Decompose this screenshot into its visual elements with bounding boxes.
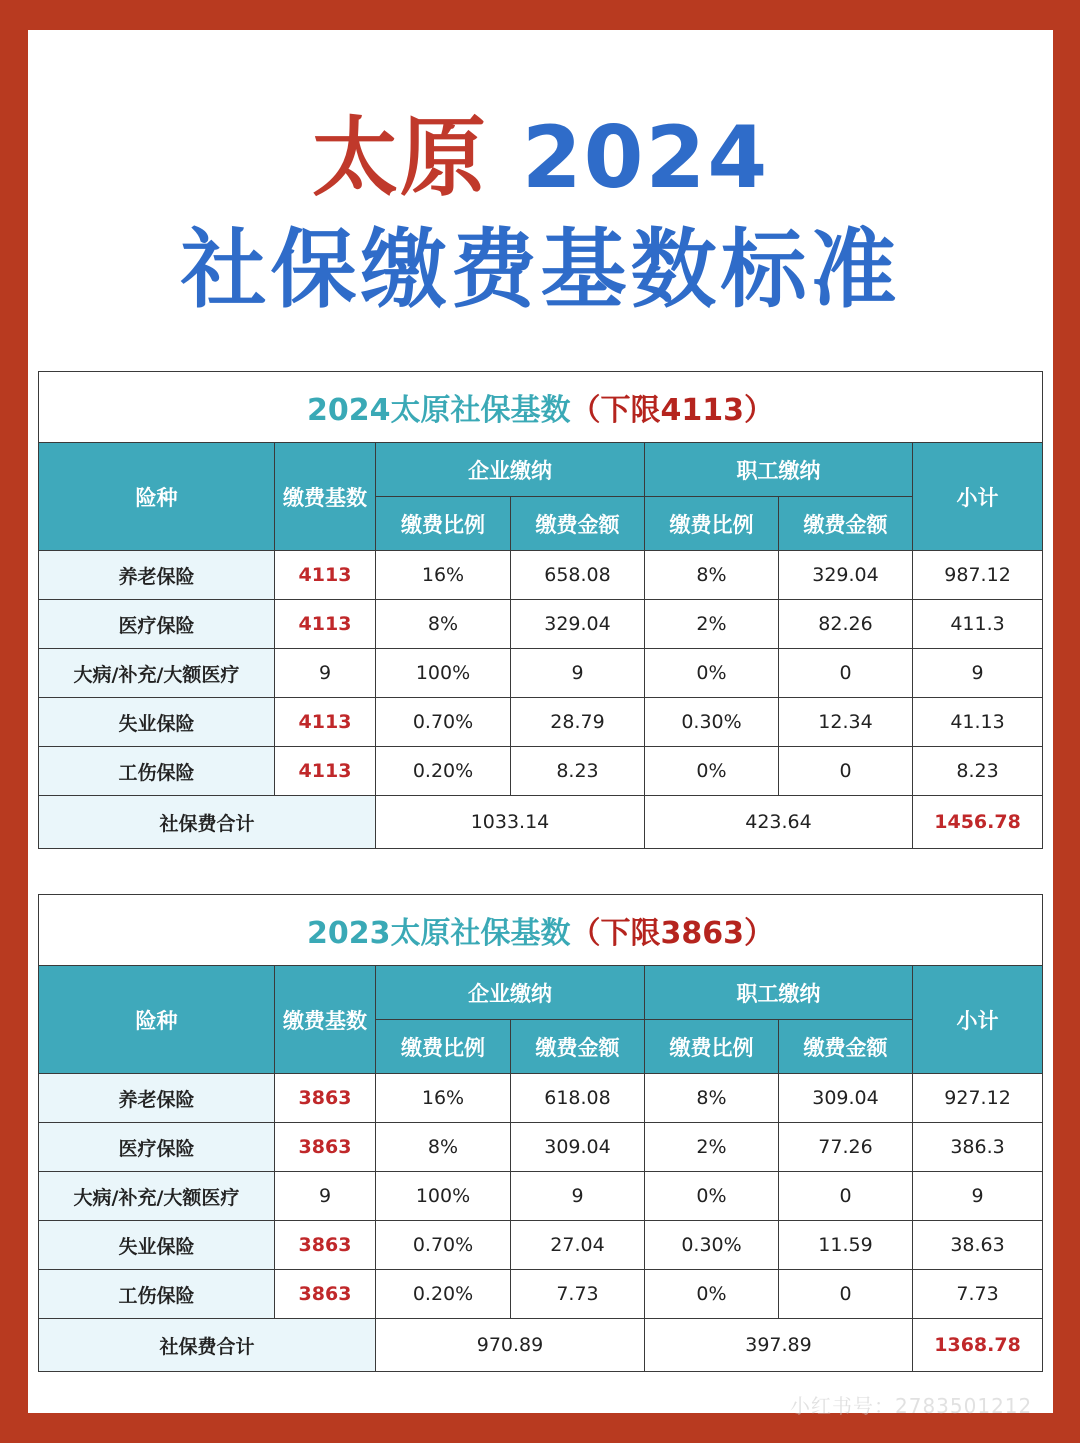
header-company-amount: 缴费金额 [511,1020,645,1074]
table-2023 [38,894,1043,1372]
row-company-amount: 9 [511,1172,645,1221]
row-company-amount: 7.73 [511,1270,645,1319]
row-company-amount: 329.04 [511,600,645,649]
table-row [39,698,1043,747]
row-subtotal: 386.3 [913,1123,1043,1172]
caption-main: 2023太原社保基数 [307,916,571,951]
header-employee: 职工缴纳 [645,443,913,497]
row-company-rate: 0.20% [376,1270,511,1319]
row-subtotal: 9 [913,1172,1043,1221]
row-base: 4113 [275,600,376,649]
page-subtitle: 社保缴费基数标准 [180,220,901,320]
header-company-rate: 缴费比例 [376,497,511,551]
row-employee-amount: 309.04 [779,1074,913,1123]
row-company-rate: 100% [376,1172,511,1221]
header-insurance-type: 险种 [39,966,275,1074]
row-employee-rate: 2% [645,600,779,649]
header-employee-rate: 缴费比例 [645,497,779,551]
header-employee-amount: 缴费金额 [779,1020,913,1074]
table-row [39,1221,1043,1270]
row-company-amount: 8.23 [511,747,645,796]
row-company-rate: 8% [376,600,511,649]
row-employee-rate: 0.30% [645,1221,779,1270]
row-name: 工伤保险 [39,747,275,796]
table-row [39,649,1043,698]
header-company: 企业缴纳 [376,966,645,1020]
total-all: 1456.78 [913,796,1043,849]
row-name: 养老保险 [39,1074,275,1123]
total-label: 社保费合计 [39,1319,376,1372]
header-employee-rate: 缴费比例 [645,1020,779,1074]
row-company-amount: 27.04 [511,1221,645,1270]
table-row [39,1270,1043,1319]
row-base: 3863 [275,1123,376,1172]
row-company-rate: 0.70% [376,1221,511,1270]
row-company-rate: 16% [376,551,511,600]
row-company-rate: 0.70% [376,698,511,747]
row-name: 工伤保险 [39,1270,275,1319]
row-subtotal: 8.23 [913,747,1043,796]
table-row [39,747,1043,796]
row-name: 大病/补充/大额医疗 [39,1172,275,1221]
row-subtotal: 927.12 [913,1074,1043,1123]
row-base: 9 [275,649,376,698]
header-employee-amount: 缴费金额 [779,497,913,551]
total-label: 社保费合计 [39,796,376,849]
row-employee-rate: 0% [645,1172,779,1221]
row-employee-amount: 329.04 [779,551,913,600]
header-base: 缴费基数 [275,443,376,551]
header-employee: 职工缴纳 [645,966,913,1020]
row-subtotal: 7.73 [913,1270,1043,1319]
row-employee-amount: 77.26 [779,1123,913,1172]
row-employee-amount: 82.26 [779,600,913,649]
row-name: 失业保险 [39,1221,275,1270]
row-base: 3863 [275,1270,376,1319]
row-subtotal: 411.3 [913,600,1043,649]
table-row [39,1123,1043,1172]
row-base: 3863 [275,1074,376,1123]
caption-main: 2024太原社保基数 [307,393,571,428]
row-subtotal: 9 [913,649,1043,698]
table-caption [39,372,1043,443]
row-name: 医疗保险 [39,600,275,649]
total-employee: 397.89 [645,1319,913,1372]
row-name: 医疗保险 [39,1123,275,1172]
row-company-rate: 100% [376,649,511,698]
watermark: 小红书号：2783501212 [790,1394,1033,1418]
row-employee-amount: 0 [779,1172,913,1221]
total-company: 1033.14 [376,796,645,849]
page-title [28,108,1053,208]
table-row [39,1074,1043,1123]
row-employee-rate: 0% [645,747,779,796]
total-row [39,796,1043,849]
title-city: 太原 [311,108,488,208]
header-company: 企业缴纳 [376,443,645,497]
row-company-amount: 9 [511,649,645,698]
row-company-rate: 0.20% [376,747,511,796]
header-company-amount: 缴费金额 [511,497,645,551]
header-subtotal: 小计 [913,966,1043,1074]
total-row [39,1319,1043,1372]
row-employee-rate: 2% [645,1123,779,1172]
row-employee-rate: 8% [645,551,779,600]
row-employee-amount: 0 [779,1270,913,1319]
row-company-rate: 16% [376,1074,511,1123]
title-year: 2024 [521,108,770,208]
row-employee-rate: 8% [645,1074,779,1123]
row-subtotal: 987.12 [913,551,1043,600]
row-subtotal: 38.63 [913,1221,1043,1270]
header-subtotal: 小计 [913,443,1043,551]
row-company-amount: 618.08 [511,1074,645,1123]
row-base: 4113 [275,551,376,600]
total-all: 1368.78 [913,1319,1043,1372]
caption-limit: （下限3863） [570,916,775,951]
table-row [39,551,1043,600]
header-insurance-type: 险种 [39,443,275,551]
row-employee-rate: 0% [645,1270,779,1319]
row-employee-amount: 11.59 [779,1221,913,1270]
row-name: 失业保险 [39,698,275,747]
row-employee-rate: 0% [645,649,779,698]
row-employee-amount: 0 [779,747,913,796]
row-employee-amount: 0 [779,649,913,698]
table-caption [39,895,1043,966]
table-row [39,600,1043,649]
row-name: 养老保险 [39,551,275,600]
caption-limit: （下限4113） [570,393,775,428]
row-company-amount: 28.79 [511,698,645,747]
total-employee: 423.64 [645,796,913,849]
row-name: 大病/补充/大额医疗 [39,649,275,698]
total-company: 970.89 [376,1319,645,1372]
header-base: 缴费基数 [275,966,376,1074]
table-2024 [38,371,1043,849]
row-base: 4113 [275,698,376,747]
row-base: 4113 [275,747,376,796]
table-row [39,1172,1043,1221]
row-employee-amount: 12.34 [779,698,913,747]
row-base: 3863 [275,1221,376,1270]
row-employee-rate: 0.30% [645,698,779,747]
row-company-amount: 309.04 [511,1123,645,1172]
row-subtotal: 41.13 [913,698,1043,747]
row-base: 9 [275,1172,376,1221]
row-company-amount: 658.08 [511,551,645,600]
header-company-rate: 缴费比例 [376,1020,511,1074]
row-company-rate: 8% [376,1123,511,1172]
